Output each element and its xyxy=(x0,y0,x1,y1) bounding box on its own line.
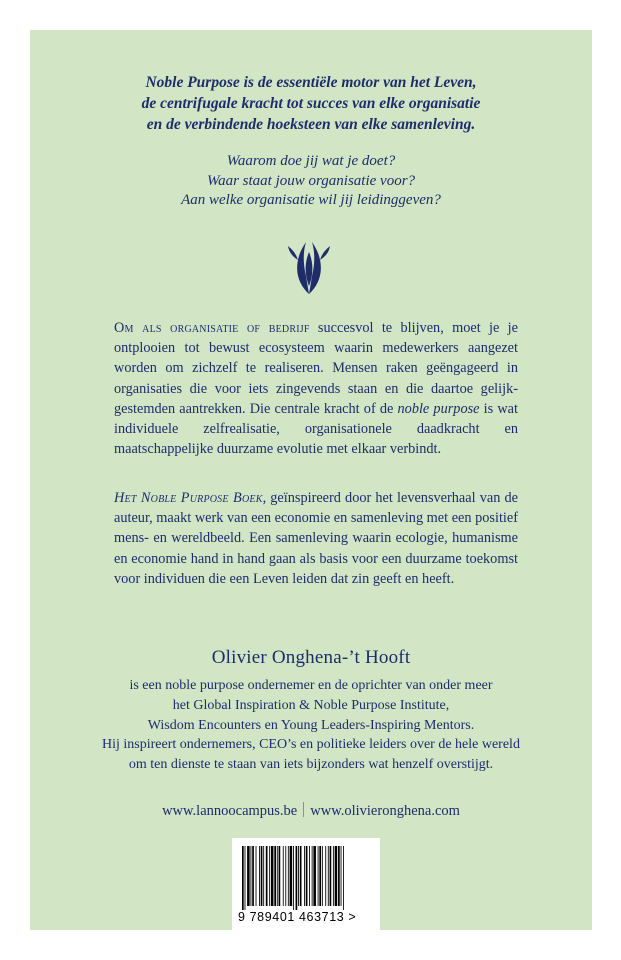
barcode-bar xyxy=(252,846,254,906)
barcode-bar xyxy=(309,846,310,906)
barcode-bars xyxy=(238,846,374,910)
publisher-url[interactable]: www.lannoocampus.be xyxy=(162,803,298,819)
question-3: Aan welke organisatie wil jij leidinggeven? xyxy=(181,192,441,208)
barcode-bar xyxy=(341,846,342,906)
barcode-bar xyxy=(293,846,294,910)
paragraph-book xyxy=(114,488,518,589)
barcode-bar xyxy=(247,846,250,906)
isbn-barcode xyxy=(232,838,380,930)
tagline-line2: de centrifugale kracht tot succes van elke organisatie xyxy=(141,95,481,112)
barcode-bar xyxy=(245,846,246,910)
questions xyxy=(30,152,592,211)
barcode-bar xyxy=(261,846,263,906)
barcode-bar xyxy=(271,846,274,906)
paragraph1-emphasis: noble purpose xyxy=(397,400,480,417)
barcode-bar xyxy=(279,846,281,906)
paragraph-organisation xyxy=(114,318,518,459)
barcode-bar xyxy=(269,846,270,906)
bio-line: om ten dienste te staan van iets bijzonders wat henzelf overstijgt. xyxy=(128,757,494,773)
book-title: Het Noble Purpose Boek xyxy=(114,490,263,506)
question-2: Waar staat jouw organisatie voor? xyxy=(206,172,416,189)
barcode-bar xyxy=(325,846,326,906)
barcode-bar xyxy=(306,846,308,906)
barcode-bar xyxy=(322,846,323,906)
barcode-bar xyxy=(266,846,268,906)
question-1: Waarom doe jij wat je doet? xyxy=(226,153,396,169)
barcode-bar xyxy=(319,846,321,906)
paragraph1-text1: succesvol te blijven, moet je je ontplooien tot bewust ecosysteem waarin medewerkers aangezet worden om zichzelf te realiseren. Mensen raken geëngageerd in organisaties die voor iets zingevends staan en die daartoe gelijk-gestemden aantrekken. Die centrale kracht of de xyxy=(114,320,518,417)
barcode-bar xyxy=(300,846,302,906)
barcode-bar xyxy=(263,846,264,906)
barcode-bar xyxy=(328,846,329,906)
tagline-title: Noble Purpose xyxy=(145,74,240,91)
barcode-bar xyxy=(288,846,289,906)
barcode-bar xyxy=(274,846,276,906)
back-cover xyxy=(30,30,592,930)
barcode-bar xyxy=(318,846,319,906)
barcode-bar xyxy=(283,846,284,906)
barcode-bar xyxy=(242,846,244,910)
author-bio xyxy=(30,676,592,775)
barcode-bar xyxy=(285,846,286,906)
barcode-bar xyxy=(290,846,293,906)
tagline-line1: is de essentiële motor van het Leven, xyxy=(239,74,477,91)
author-name: Olivier Onghena-’t Hooft xyxy=(211,647,411,668)
url-divider xyxy=(303,802,304,817)
tagline-line3: en de verbindende hoeksteen van elke samenleving. xyxy=(146,116,476,133)
barcode-bar xyxy=(251,846,252,906)
bio-line: is een noble purpose ondernemer en de oprichter van onder meer xyxy=(129,678,493,693)
barcode-bar xyxy=(338,846,340,906)
barcode-bar xyxy=(296,846,298,910)
isbn-number: 9 789401 463713 > xyxy=(238,910,357,924)
barcode-bar xyxy=(277,846,278,906)
website-links xyxy=(30,802,592,820)
paragraph-lead: Om als organisatie of bedrijf xyxy=(114,320,310,336)
barcode-bar xyxy=(313,846,316,906)
bio-line: Wisdom Encounters en Young Leaders-Inspiring Mentors. xyxy=(147,717,475,733)
barcode-bar xyxy=(333,846,334,906)
barcode-bar xyxy=(330,846,332,906)
barcode-bar xyxy=(256,846,257,906)
barcode-bar xyxy=(259,846,260,906)
bio-line: Hij inspireert ondernemers, CEO’s en politieke leiders over de hele wereld xyxy=(102,737,520,753)
barcode-bar xyxy=(312,846,313,906)
barcode-bar xyxy=(335,846,338,906)
bio-line: het Global Inspiration & Noble Purpose Institute, xyxy=(172,697,450,713)
barcode-bar xyxy=(298,846,299,906)
paragraph1-text2: is wat individuele zelfrealisatie, organisationele daadkracht en maatschappelijke duurzame evolutie met elkaar verbindt. xyxy=(114,400,519,458)
author-url[interactable]: www.olivieronghena.com xyxy=(310,803,460,819)
barcode-bar xyxy=(343,846,344,910)
paragraph2-text: , geïnspireerd door het levensverhaal van de auteur, maakt werk van een economie en samenleving met een positief mens- en wereldbeeld. Een samenleving waarin ecologie, humanisme en economie hand in hand gaan als basis voor een duurzame toekomst voor individuen die een Leven leiden dat zin geeft en heeft. xyxy=(114,490,518,587)
tulip-icon xyxy=(286,236,332,296)
barcode-bar xyxy=(304,846,305,906)
tagline xyxy=(30,72,592,135)
